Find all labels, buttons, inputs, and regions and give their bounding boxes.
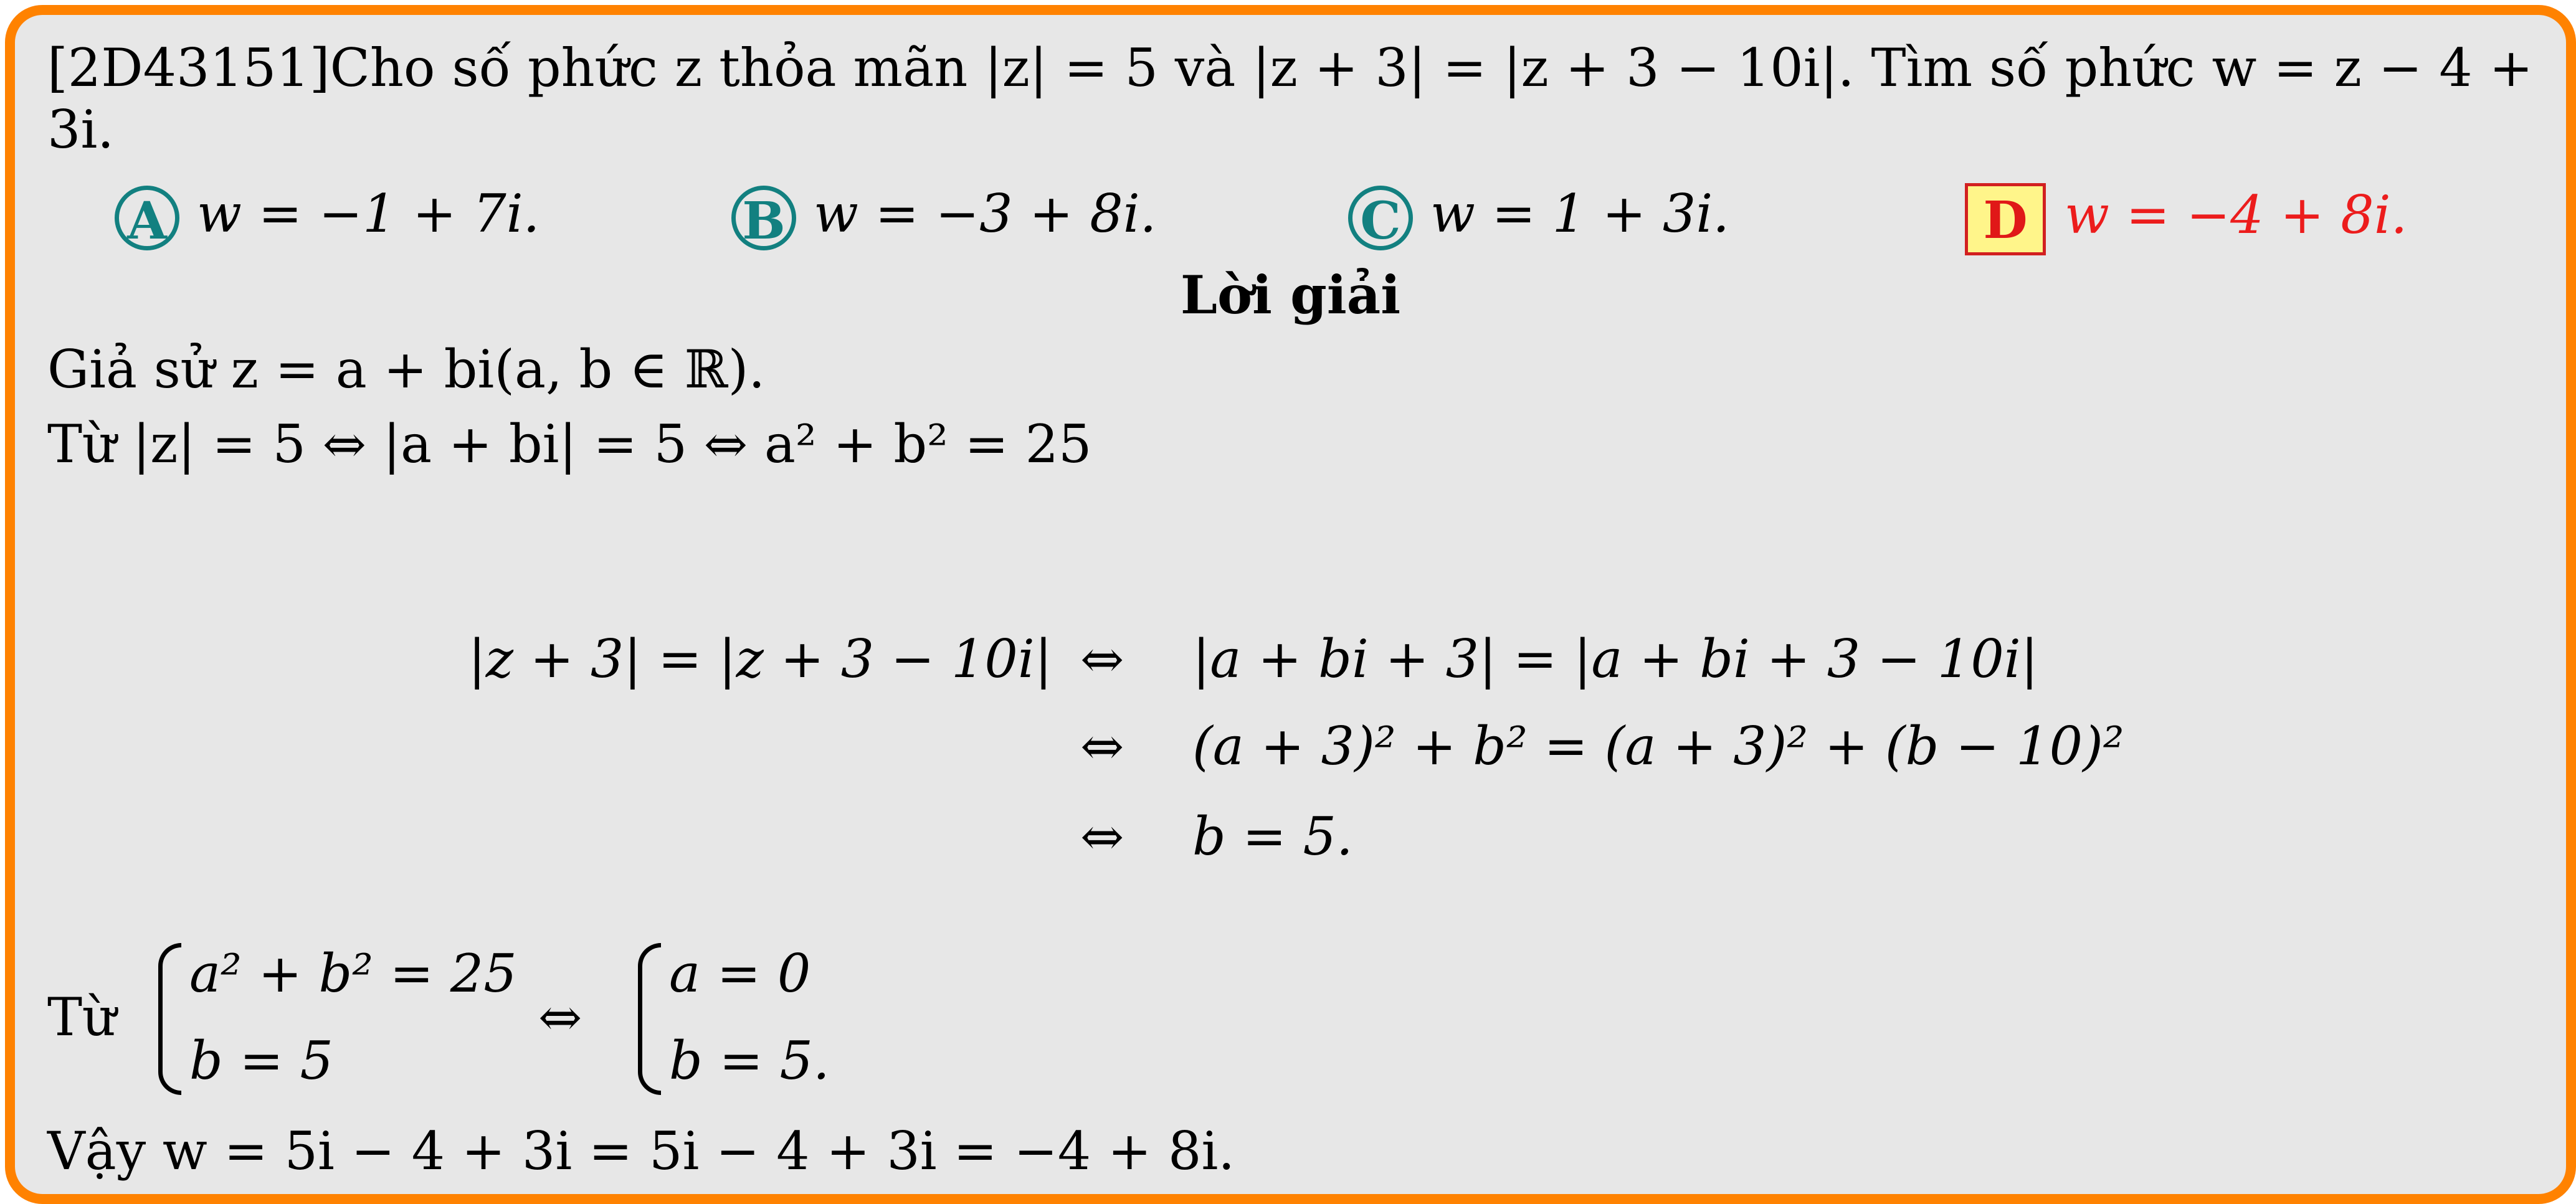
choice-d-text: w = −4 + 8i. bbox=[2065, 184, 2408, 245]
system-left-1: a² + b² = 25 bbox=[189, 943, 517, 1004]
choice-a-label: A bbox=[115, 186, 179, 250]
equation-iff-3: ⇔ bbox=[1080, 806, 1124, 867]
choice-c-label: C bbox=[1348, 186, 1413, 250]
system-right-2: b = 5. bbox=[669, 1030, 830, 1091]
system-prefix: Từ bbox=[47, 987, 116, 1048]
solution-line-2: Từ |z| = 5 ⇔ |a + bi| = 5 ⇔ a² + b² = 25 bbox=[47, 414, 1092, 475]
choice-b-label: B bbox=[731, 186, 796, 250]
left-brace-1 bbox=[158, 943, 181, 1095]
equation-rhs-1: |a + bi + 3| = |a + bi + 3 − 10i| bbox=[1192, 628, 2038, 690]
problem-statement bbox=[47, 37, 2533, 161]
choice-d[interactable] bbox=[1965, 183, 2407, 255]
problem-text: Cho số phức z thỏa mãn |z| = 5 và |z + 3| = |z + 3 − 10i|. Tìm số phức w = z − 4 + 3i. bbox=[47, 37, 2533, 161]
system-right-1: a = 0 bbox=[669, 943, 811, 1004]
choice-b-text: w = −3 + 8i. bbox=[814, 183, 1157, 244]
choice-a-text: w = −1 + 7i. bbox=[197, 183, 540, 244]
system-iff: ⇔ bbox=[538, 987, 582, 1048]
solution-title: Lời giải bbox=[1180, 264, 1401, 326]
equation-iff-1: ⇔ bbox=[1080, 628, 1124, 690]
left-brace-2 bbox=[638, 943, 661, 1095]
question-card bbox=[5, 5, 2576, 1204]
choice-b[interactable] bbox=[731, 183, 1156, 250]
solution-line-1: Giả sử z = a + bi(a, b ∈ ℝ). bbox=[47, 339, 766, 400]
conclusion: Vậy w = 5i − 4 + 3i = 5i − 4 + 3i = −4 + 8i. bbox=[47, 1121, 1235, 1182]
problem-id: [2D43151] bbox=[47, 37, 330, 98]
equation-rhs-2: (a + 3)² + b² = (a + 3)² + (b − 10)² bbox=[1192, 716, 2124, 777]
system-left-2: b = 5 bbox=[189, 1030, 333, 1091]
choice-c-text: w = 1 + 3i. bbox=[1430, 183, 1729, 244]
choice-c[interactable] bbox=[1348, 183, 1729, 250]
equation-lhs: |z + 3| = |z + 3 − 10i| bbox=[468, 628, 1052, 690]
equation-rhs-3: b = 5. bbox=[1192, 806, 1353, 867]
choice-a[interactable] bbox=[115, 183, 539, 250]
choice-d-label: D bbox=[1965, 183, 2046, 255]
equation-iff-2: ⇔ bbox=[1080, 716, 1124, 777]
